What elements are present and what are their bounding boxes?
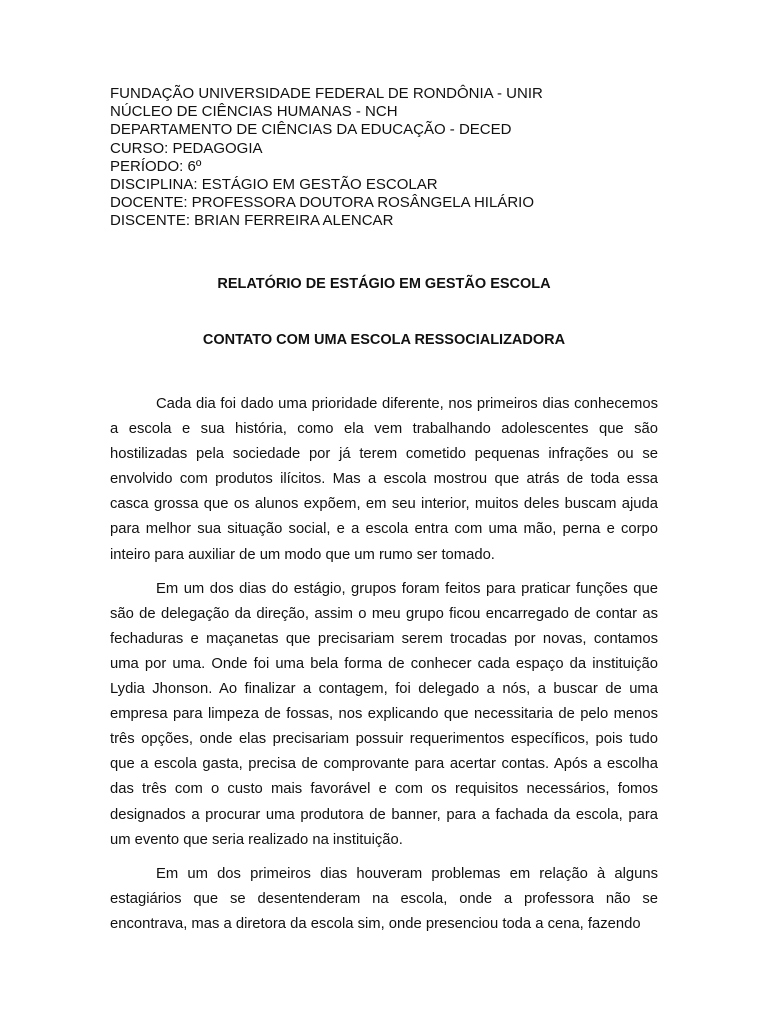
institution-header (110, 85, 670, 231)
header-student: DISCENTE: BRIAN FERREIRA ALENCAR (110, 212, 394, 230)
header-discipline: DISCIPLINA: ESTÁGIO EM GESTÃO ESCOLAR (110, 176, 438, 194)
header-course: CURSO: PEDAGOGIA (110, 139, 263, 157)
header-period: PERÍODO: 6º (110, 157, 202, 175)
report-title: RELATÓRIO DE ESTÁGIO EM GESTÃO ESCOLA (217, 276, 551, 292)
report-subtitle: CONTATO COM UMA ESCOLA RESSOCIALIZADORA (202, 332, 566, 348)
report-body (110, 392, 658, 946)
paragraph-3: Em um dos primeiros dias houveram problemas em relação à alguns estagiários que se desentenderam na escola, onde a professora não se encontrava, mas a diretora da escola sim, onde presenciou toda a cena, fazendo (110, 865, 658, 932)
header-department: DEPARTAMENTO DE CIÊNCIAS DA EDUCAÇÃO - DECED (110, 121, 512, 139)
header-university: FUNDAÇÃO UNIVERSIDADE FEDERAL DE RONDÔNIA - UNIR (110, 85, 543, 102)
paragraph-1: Cada dia foi dado uma prioridade diferente, nos primeiros dias conhecemos a escola e sua história, como ela vem trabalhando adolescentes que são hostilizadas pela sociedade por já terem cometido pequenas infrações ou se envolvido com produtos ilícitos. Mas a escola mostrou que atrás de toda essa casca grossa que os alunos expõem, em seu interior, muitos deles buscam ajuda para melhor sua situação social, e a escola entra com uma mão, perna e corpo inteiro para auxiliar de um modo que um rumo ser tomado. (110, 396, 658, 563)
paragraph-2: Em um dos dias do estágio, grupos foram feitos para praticar funções que são de delegação da direção, assim o meu grupo ficou encarregado de contar as fechaduras e maçanetas que precisariam serem trocadas por novas, contamos uma por uma. Onde foi uma bela forma de conhecer cada espaço da instituição Lydia Jhonson. Ao finalizar a contagem, foi delegado a nós, a buscar de uma empresa para limpeza de fossas, nos explicando que necessitaria de pelo menos três opções, onde elas precisariam possuir requerimentos específicos, pois tudo que a escola gasta, precisa de comprovante para acertar contas. Após a escolha das três com o custo mais favorável e com os requisitos necessários, fomos designados a procurar uma produtora de banner, para a fachada da escola, para um evento que seria realizado na instituição. (110, 580, 658, 848)
header-nucleus: NÚCLEO DE CIÊNCIAS HUMANAS - NCH (110, 103, 398, 121)
header-teacher: DOCENTE: PROFESSORA DOUTORA ROSÂNGELA HILÁRIO (110, 194, 534, 212)
